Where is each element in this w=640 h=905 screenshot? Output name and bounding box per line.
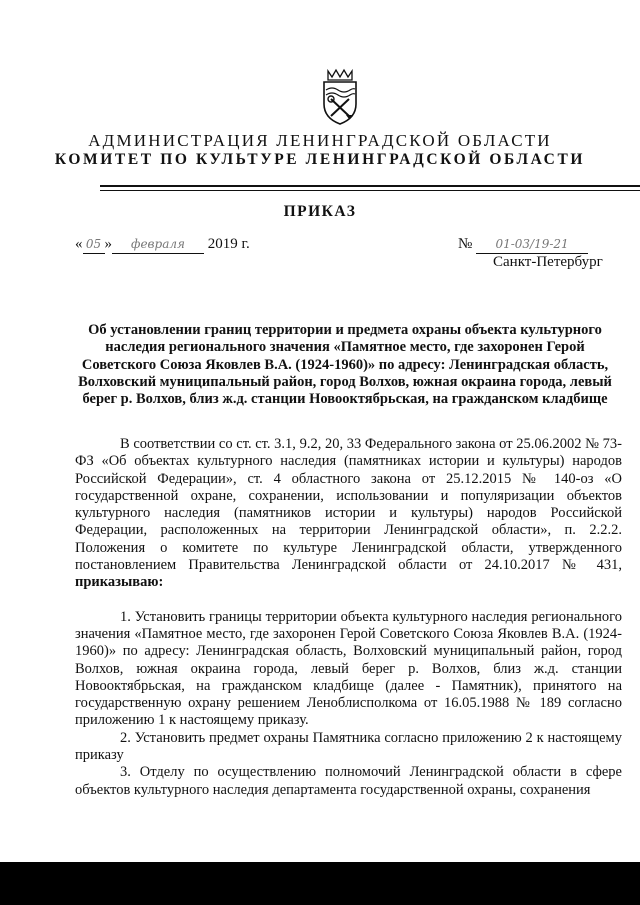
document-body	[75, 436, 622, 799]
order-word: приказываю:	[75, 574, 164, 591]
document-title: ПРИКАЗ	[283, 203, 357, 220]
document-date	[75, 236, 250, 254]
item-2-paragraph: 2. Установить предмет охраны Памятника согласно приложению 2 к настоящему приказу	[75, 729, 622, 764]
preamble-text: В соответствии со ст. ст. 3.1, 9.2, 20, 33 Федерального закона от 25.06.2002 № 73-ФЗ «Об объектах культурного наследия (памятниках истории и культуры) народов Российской Федерации», ст. 4 областного закона от 25.12.2015 № 140-оз «О государственной охране, сохранении, использовании и популяризации объектов культурного наследия (памятников истории и культуры) народов Российской Федерации, расположенных на территории Ленинградской области», п. 2.2.2. Положения о комитете по культуре Ленинградской области, утвержденного постановлением Правительства Ленинградской области от 24.10.2017 № 431,	[75, 436, 622, 574]
document-place: Санкт-Петербург	[493, 254, 603, 270]
scan-bottom-border	[0, 862, 640, 905]
coat-of-arms-emblem	[318, 68, 362, 126]
committee-name: КОМИТЕТ ПО КУЛЬТУРЕ ЛЕНИНГРАДСКОЙ ОБЛАСТИ	[54, 151, 586, 168]
document-heading: Об установлении границ территории и предмета охраны объекта культурного наследия регионального значения «Памятное место, где захоронен Герой Советского Союза Яковлев В.А. (1924-1960)» по адресу: Ленинградская область, Волховский муниципальный район, город Волхов, южная окраина города, левый берег р. Волхов, близ ж.д. станции Новооктябрьская, на гражданском кладбище	[78, 322, 612, 408]
header-divider-thick	[100, 185, 640, 187]
item-3-paragraph: 3. Отделу по осуществлению полномочий Ленинградской области в сфере объектов культурного наследия департамента государственной охраны, сохранения	[75, 764, 622, 798]
date-month: февраля	[131, 237, 185, 251]
number-value: 01-03/19-21	[495, 237, 569, 251]
date-day: 05	[85, 237, 102, 251]
header-divider-thin	[100, 190, 640, 191]
preamble-paragraph	[75, 436, 622, 592]
number-sign: №	[458, 236, 473, 252]
document-number	[458, 236, 588, 254]
date-quote-close: »	[104, 236, 112, 252]
item-1-paragraph: 1. Установить границы территории объекта культурного наследия регионального значения «Памятное место, где захоронен Герой Советского Союза Яковлев В.А. (1924-1960)» по адресу: Ленинградская область, Волховский муниципальный район, город Волхов, южная окраина города, левый берег р. Волхов, близ ж.д. станции Новооктябрьская, на гражданском кладбище (далее - Памятник), принятого на государственную охрану решением Леноблисполкома от 16.05.1988 № 189 согласно приложению 1 к настоящему приказу.	[75, 608, 622, 729]
date-quote-open: «	[75, 236, 83, 252]
organization-name: АДМИНИСТРАЦИЯ ЛЕНИНГРАДСКОЙ ОБЛАСТИ	[88, 131, 552, 150]
date-year: 2019 г.	[207, 236, 250, 252]
